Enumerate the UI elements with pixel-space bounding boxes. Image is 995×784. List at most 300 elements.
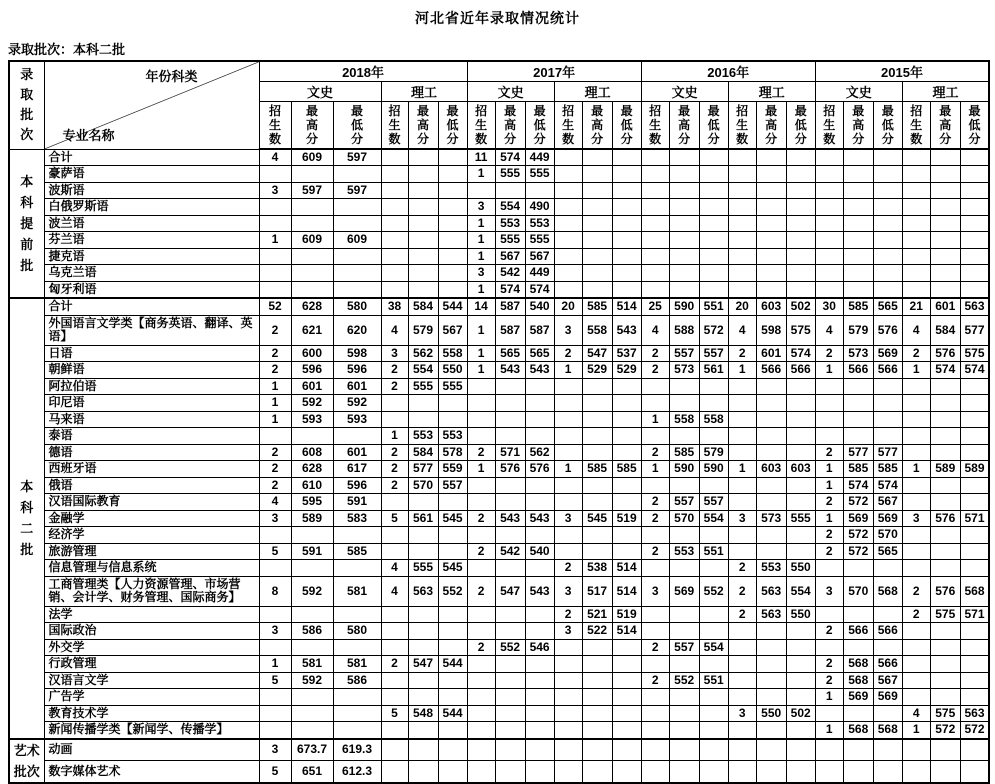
score-cell [333, 705, 381, 722]
score-cell: 574 [930, 362, 960, 379]
score-cell [902, 378, 930, 395]
score-cell [291, 705, 333, 722]
score-cell [756, 281, 786, 298]
metric-header: 最 高 分 [756, 102, 786, 150]
score-cell [495, 395, 525, 412]
score-cell [381, 265, 408, 282]
score-cell [408, 494, 438, 511]
metric-header: 招 生 数 [902, 102, 930, 150]
score-cell [525, 411, 554, 428]
score-cell: 601 [333, 378, 381, 395]
score-cell: 545 [438, 510, 467, 527]
major-name-cell: 合计 [44, 149, 259, 166]
major-name-cell: 印尼语 [44, 395, 259, 412]
score-cell [408, 281, 438, 298]
score-cell: 3 [554, 623, 582, 640]
score-cell [756, 428, 786, 445]
score-cell [930, 428, 960, 445]
score-cell [291, 215, 333, 232]
score-cell [902, 232, 930, 249]
score-cell: 586 [291, 623, 333, 640]
score-cell: 553 [408, 428, 438, 445]
score-cell [641, 149, 669, 166]
score-cell: 553 [525, 215, 554, 232]
major-name-cell: 汉语言文学 [44, 672, 259, 689]
score-cell [495, 705, 525, 722]
score-cell [669, 656, 699, 673]
table-row [9, 199, 989, 216]
score-cell [756, 761, 786, 783]
score-cell [495, 722, 525, 739]
score-cell [699, 428, 728, 445]
score-cell: 2 [381, 444, 408, 461]
score-cell: 557 [699, 345, 728, 362]
score-cell [381, 623, 408, 640]
metric-header: 最 高 分 [582, 102, 612, 150]
score-cell [930, 672, 960, 689]
score-cell [525, 477, 554, 494]
score-cell [333, 689, 381, 706]
score-cell: 574 [495, 281, 525, 298]
score-cell: 569 [843, 510, 873, 527]
score-cell: 557 [438, 477, 467, 494]
score-cell [728, 739, 756, 761]
score-cell [728, 444, 756, 461]
score-cell: 577 [408, 461, 438, 478]
major-name-cell: 数字媒体艺术 [44, 761, 259, 783]
score-cell [843, 248, 873, 265]
score-cell: 558 [669, 411, 699, 428]
score-cell [930, 166, 960, 183]
score-cell: 589 [960, 461, 989, 478]
score-cell: 2 [259, 461, 291, 478]
score-cell [930, 232, 960, 249]
score-cell [728, 378, 756, 395]
score-cell: 14 [467, 298, 495, 315]
score-cell: 568 [873, 576, 902, 606]
score-cell [259, 560, 291, 577]
score-cell: 565 [873, 298, 902, 315]
score-cell [786, 411, 815, 428]
table-row [9, 576, 989, 606]
score-cell [756, 672, 786, 689]
score-cell [612, 543, 641, 560]
score-cell [438, 166, 467, 183]
score-cell [843, 411, 873, 428]
score-cell: 561 [408, 510, 438, 527]
score-cell [554, 705, 582, 722]
score-cell: 555 [408, 378, 438, 395]
score-cell [582, 722, 612, 739]
score-cell: 2 [728, 606, 756, 623]
score-cell: 590 [669, 461, 699, 478]
score-cell: 3 [641, 576, 669, 606]
score-cell [873, 182, 902, 199]
score-cell: 2 [381, 461, 408, 478]
score-cell: 4 [815, 315, 843, 345]
score-cell [756, 395, 786, 412]
score-cell: 3 [259, 182, 291, 199]
score-cell [495, 560, 525, 577]
score-cell [930, 623, 960, 640]
score-cell: 2 [641, 639, 669, 656]
score-cell: 490 [525, 199, 554, 216]
score-cell [467, 527, 495, 544]
score-cell [873, 606, 902, 623]
metric-header: 最 低 分 [612, 102, 641, 150]
score-cell [786, 639, 815, 656]
score-cell: 621 [291, 315, 333, 345]
major-name-cell: 合计 [44, 298, 259, 315]
score-cell [641, 166, 669, 183]
score-cell [554, 411, 582, 428]
score-cell [582, 527, 612, 544]
score-cell [786, 395, 815, 412]
table-row [9, 672, 989, 689]
score-cell: 561 [699, 362, 728, 379]
score-cell: 2 [467, 576, 495, 606]
table-row [9, 761, 989, 783]
score-cell: 591 [333, 494, 381, 511]
score-cell [554, 395, 582, 412]
score-cell: 583 [333, 510, 381, 527]
score-cell: 574 [495, 149, 525, 166]
score-cell [641, 606, 669, 623]
score-cell [786, 281, 815, 298]
score-cell: 595 [291, 494, 333, 511]
score-cell [815, 705, 843, 722]
table-row [9, 560, 989, 577]
score-cell [641, 623, 669, 640]
score-cell [786, 248, 815, 265]
score-cell [843, 281, 873, 298]
score-cell [291, 428, 333, 445]
score-cell: 565 [495, 345, 525, 362]
score-cell [291, 639, 333, 656]
score-cell: 550 [786, 606, 815, 623]
score-cell: 563 [756, 606, 786, 623]
score-cell [408, 265, 438, 282]
score-cell [381, 606, 408, 623]
score-cell: 449 [525, 265, 554, 282]
score-cell [815, 606, 843, 623]
score-cell [495, 761, 525, 783]
metric-header: 最 高 分 [495, 102, 525, 150]
major-name-cell: 广告学 [44, 689, 259, 706]
score-cell [291, 248, 333, 265]
score-cell: 2 [259, 477, 291, 494]
score-cell [756, 182, 786, 199]
score-cell [612, 477, 641, 494]
score-cell: 543 [612, 315, 641, 345]
score-cell: 542 [495, 543, 525, 560]
score-cell: 601 [333, 444, 381, 461]
score-cell [902, 411, 930, 428]
score-cell: 2 [641, 510, 669, 527]
score-cell [699, 560, 728, 577]
score-cell [930, 149, 960, 166]
score-cell [495, 689, 525, 706]
score-cell [786, 232, 815, 249]
score-cell [902, 739, 930, 761]
score-cell [525, 623, 554, 640]
score-cell [960, 761, 989, 783]
major-name-cell: 外交学 [44, 639, 259, 656]
major-name-cell: 经济学 [44, 527, 259, 544]
score-cell: 514 [612, 576, 641, 606]
score-cell [408, 672, 438, 689]
score-cell: 566 [873, 362, 902, 379]
score-cell [641, 199, 669, 216]
major-name-cell: 工商管理类【人力资源管理、市场营销、会计学、财务管理、国际商务】 [44, 576, 259, 606]
score-cell [843, 395, 873, 412]
score-cell [728, 761, 756, 783]
score-cell [641, 656, 669, 673]
score-cell [786, 378, 815, 395]
score-cell: 609 [291, 232, 333, 249]
score-cell [438, 248, 467, 265]
score-cell [960, 543, 989, 560]
score-cell: 553 [495, 215, 525, 232]
score-cell [843, 560, 873, 577]
score-cell [930, 527, 960, 544]
score-cell [333, 215, 381, 232]
score-cell: 20 [554, 298, 582, 315]
score-cell: 573 [756, 510, 786, 527]
score-cell: 1 [728, 461, 756, 478]
score-cell [930, 265, 960, 282]
score-cell [291, 689, 333, 706]
score-cell [467, 395, 495, 412]
metric-header: 招 生 数 [381, 102, 408, 150]
score-cell: 2 [467, 543, 495, 560]
score-cell [554, 428, 582, 445]
score-cell: 557 [669, 345, 699, 362]
score-cell [699, 527, 728, 544]
score-cell [641, 477, 669, 494]
score-cell: 1 [815, 689, 843, 706]
score-cell [259, 248, 291, 265]
year-header: 2018年 [259, 61, 467, 82]
score-cell: 598 [756, 315, 786, 345]
score-cell: 628 [291, 298, 333, 315]
score-cell [728, 199, 756, 216]
score-cell [554, 543, 582, 560]
score-cell: 576 [930, 576, 960, 606]
score-cell: 551 [699, 672, 728, 689]
score-cell [815, 761, 843, 783]
score-cell [381, 761, 408, 783]
score-cell: 1 [815, 722, 843, 739]
score-cell: 543 [525, 576, 554, 606]
score-cell [960, 494, 989, 511]
score-cell: 572 [960, 722, 989, 739]
score-cell: 4 [381, 315, 408, 345]
score-cell [699, 739, 728, 761]
table-row [9, 149, 989, 166]
score-cell: 554 [699, 639, 728, 656]
score-cell: 2 [641, 494, 669, 511]
score-cell: 570 [408, 477, 438, 494]
score-cell: 597 [291, 182, 333, 199]
score-cell [408, 182, 438, 199]
metric-header: 最 低 分 [438, 102, 467, 150]
score-cell [554, 477, 582, 494]
score-cell [699, 656, 728, 673]
page-title: 河北省近年录取情况统计 [415, 10, 580, 26]
score-cell: 545 [438, 560, 467, 577]
score-cell [728, 265, 756, 282]
score-cell: 566 [873, 623, 902, 640]
major-name-cell: 新闻传播学类【新闻学、传播学】 [44, 722, 259, 739]
score-cell [333, 248, 381, 265]
score-cell: 579 [408, 315, 438, 345]
score-cell: 558 [438, 345, 467, 362]
score-cell [786, 494, 815, 511]
score-cell [612, 281, 641, 298]
score-cell [930, 656, 960, 673]
major-name-cell: 俄语 [44, 477, 259, 494]
score-cell [467, 722, 495, 739]
score-cell [554, 722, 582, 739]
score-cell [699, 265, 728, 282]
score-cell: 4 [259, 494, 291, 511]
score-cell [699, 722, 728, 739]
score-cell [408, 623, 438, 640]
score-cell [525, 739, 554, 761]
score-cell: 562 [525, 444, 554, 461]
score-cell: 2 [902, 345, 930, 362]
score-cell: 1 [902, 722, 930, 739]
score-cell: 30 [815, 298, 843, 315]
score-cell [756, 199, 786, 216]
score-cell [554, 656, 582, 673]
score-cell [641, 739, 669, 761]
score-cell [930, 560, 960, 577]
score-cell [612, 761, 641, 783]
score-cell [381, 199, 408, 216]
score-cell [612, 672, 641, 689]
metric-header: 招 生 数 [728, 102, 756, 150]
score-cell [582, 543, 612, 560]
score-cell [902, 444, 930, 461]
score-cell: 566 [843, 362, 873, 379]
score-cell [582, 672, 612, 689]
score-cell: 576 [525, 461, 554, 478]
score-cell: 3 [259, 739, 291, 761]
score-cell: 2 [815, 444, 843, 461]
score-cell [815, 182, 843, 199]
score-cell: 572 [843, 494, 873, 511]
score-cell [467, 560, 495, 577]
major-name-cell: 法学 [44, 606, 259, 623]
score-cell [815, 232, 843, 249]
score-cell: 543 [495, 362, 525, 379]
score-cell: 597 [333, 182, 381, 199]
score-cell: 449 [525, 149, 554, 166]
score-cell [381, 527, 408, 544]
score-cell: 1 [259, 411, 291, 428]
score-cell: 1 [902, 362, 930, 379]
score-cell: 544 [438, 298, 467, 315]
score-cell: 1 [259, 395, 291, 412]
score-cell: 576 [495, 461, 525, 478]
score-cell: 25 [641, 298, 669, 315]
score-cell [525, 705, 554, 722]
score-cell: 576 [930, 510, 960, 527]
score-cell: 3 [815, 576, 843, 606]
score-cell: 551 [699, 543, 728, 560]
score-cell [381, 215, 408, 232]
score-cell [467, 411, 495, 428]
score-cell: 544 [438, 656, 467, 673]
score-cell [259, 199, 291, 216]
score-cell [699, 378, 728, 395]
score-cell [873, 428, 902, 445]
score-cell: 609 [333, 232, 381, 249]
score-cell [873, 739, 902, 761]
score-cell [525, 672, 554, 689]
score-cell [525, 722, 554, 739]
score-cell [873, 761, 902, 783]
score-cell [930, 477, 960, 494]
score-cell: 555 [525, 232, 554, 249]
score-cell [438, 149, 467, 166]
score-cell [641, 527, 669, 544]
table-row [9, 606, 989, 623]
major-name-cell: 日语 [44, 345, 259, 362]
score-cell [612, 689, 641, 706]
score-cell: 1 [815, 477, 843, 494]
score-cell [815, 248, 843, 265]
score-cell: 569 [873, 689, 902, 706]
score-cell [669, 378, 699, 395]
score-cell [960, 428, 989, 445]
score-cell [728, 623, 756, 640]
table-row [9, 510, 989, 527]
score-cell [408, 395, 438, 412]
score-cell [669, 182, 699, 199]
score-cell: 601 [756, 345, 786, 362]
score-cell [930, 543, 960, 560]
score-cell [786, 265, 815, 282]
score-cell [333, 722, 381, 739]
score-cell: 619.3 [333, 739, 381, 761]
score-cell: 4 [381, 576, 408, 606]
score-cell [786, 527, 815, 544]
score-cell [467, 739, 495, 761]
score-cell [381, 232, 408, 249]
major-name-cell: 教育技术学 [44, 705, 259, 722]
score-cell [873, 378, 902, 395]
score-cell [495, 428, 525, 445]
score-cell [669, 232, 699, 249]
batch-section-label: 本 科 二 批 [9, 298, 44, 739]
score-cell [438, 761, 467, 783]
score-cell [259, 281, 291, 298]
score-cell [815, 199, 843, 216]
score-cell: 5 [259, 672, 291, 689]
score-cell [259, 265, 291, 282]
score-cell [259, 215, 291, 232]
score-cell [438, 265, 467, 282]
metric-header: 招 生 数 [815, 102, 843, 150]
score-cell: 550 [786, 560, 815, 577]
score-cell [873, 265, 902, 282]
score-cell: 2 [641, 543, 669, 560]
score-cell [902, 761, 930, 783]
score-cell: 3 [467, 199, 495, 216]
